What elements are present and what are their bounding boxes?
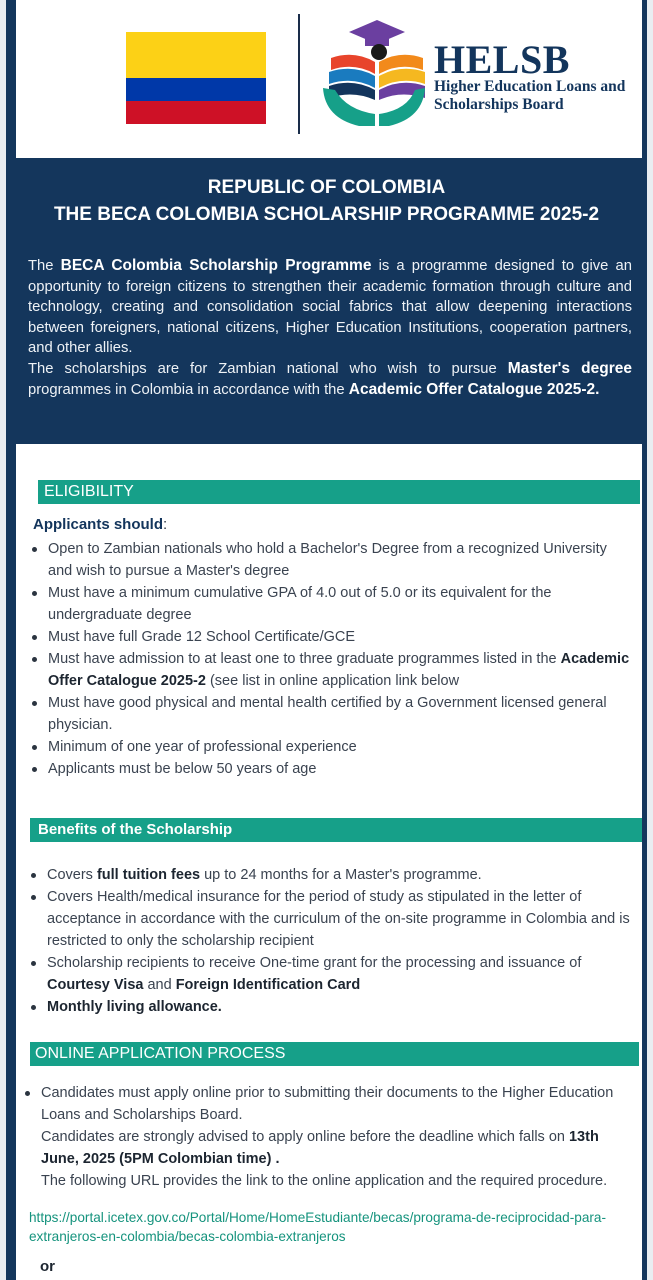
list-item-bold: Academic Offer Catalogue 2025-2	[48, 651, 630, 689]
benefit-1-c: up to 24 months for a Master's programme.	[200, 867, 482, 883]
list-item-tail: (see list in online application link below	[205, 673, 460, 689]
intro-p2-bold-degree: Master's degree	[507, 359, 632, 377]
logo-name: HELSB	[434, 37, 570, 82]
intro-p1-c: is a programme designed to give an opportunity to foreign citizens to strengthen their academic formation through culture and technology, creating and consolidation social fabrics that allow deepening interactions between foreigners, national citizens, Higher Education Institutions, cooperation partners, and other allies.	[28, 258, 632, 357]
intro-p2-a: The scholarships are for Zambian national who wish to pursue	[28, 360, 508, 377]
list-item: Applicants must be below 50 years of age	[48, 758, 634, 780]
list-item: Covers Health/medical insurance for the period of study as stipulated in the letter of acceptance in accordance with the curriculum of the on-site programme in Colombia and is restricted to only the scholarship recipient	[47, 886, 633, 952]
list-item	[47, 864, 633, 886]
benefit-3-card: Foreign Identification Card	[175, 977, 361, 993]
flag-yellow-stripe	[126, 32, 266, 78]
intro-p1-bold: BECA Colombia Scholarship Programme	[60, 257, 372, 274]
benefits-list	[47, 864, 633, 1018]
title-line-1: REPUBLIC OF COLOMBIA	[207, 177, 446, 198]
application-step-3: The following URL provides the link to the online application and the required procedure.	[41, 1173, 608, 1189]
document-page	[6, 0, 647, 1280]
benefits-heading: Benefits of the Scholarship	[30, 818, 642, 842]
flag-red-stripe	[126, 101, 266, 124]
application-step-1: Candidates must apply online prior to submitting their documents to the Higher Education Loans and Scholarships Board.	[41, 1085, 614, 1123]
eligibility-lead	[33, 516, 167, 533]
header-banner	[16, 0, 642, 158]
or-text: or	[40, 1258, 55, 1275]
content-panel	[16, 444, 642, 1280]
page-title	[16, 174, 637, 228]
benefit-3-c: and	[143, 977, 176, 993]
benefit-1-a: Covers	[47, 867, 97, 883]
eligibility-heading: ELIGIBILITY	[38, 480, 640, 504]
list-item: Open to Zambian nationals who hold a Bachelor's Degree from a recognized University and wish to pursue a Master's degree	[48, 538, 634, 582]
benefit-3-visa: Courtesy Visa	[47, 977, 144, 993]
intro-p1-a: The	[28, 258, 61, 274]
list-item: Must have full Grade 12 School Certificate/GCE	[48, 626, 634, 648]
application-url-link[interactable]: https://portal.icetex.gov.co/Portal/Home/HomeEstudiante/becas/programa-de-reciprocidad-para-extranjeros-en-colombia/becas-colombia-extranjeros	[29, 1210, 607, 1244]
eligibility-list	[48, 538, 634, 780]
list-item	[48, 648, 634, 692]
benefit-4-bold: Monthly living allowance.	[47, 999, 222, 1015]
title-line-2: THE BECA COLOMBIA SCHOLARSHIP PROGRAMME 2025-2	[53, 204, 600, 225]
benefit-1-bold: full tuition fees	[96, 867, 201, 883]
benefit-3-a: Scholarship recipients to receive One-time grant for the processing and issuance of	[47, 955, 582, 971]
flag-blue-stripe	[126, 78, 266, 101]
helsb-logo-icon	[319, 18, 429, 130]
list-item: Minimum of one year of professional experience	[48, 736, 634, 758]
list-item	[41, 1082, 637, 1192]
intro-text	[28, 256, 632, 400]
list-item-text: Must have admission to at least one to three graduate programmes listed in the	[48, 651, 561, 667]
intro-p2-c: programmes in Colombia in accordance with the	[28, 381, 349, 398]
list-item: Must have good physical and mental health certified by a Government licensed general physician.	[48, 692, 634, 736]
logo-tagline: Higher Education Loans and Scholarships Board	[434, 78, 626, 113]
list-item	[47, 952, 633, 996]
header-divider	[298, 14, 300, 134]
list-item	[47, 996, 633, 1018]
intro-p2-bold-catalogue: Academic Offer Catalogue 2025-2.	[348, 380, 600, 398]
eligibility-lead-bold: Applicants should	[33, 516, 164, 533]
application-heading: ONLINE APPLICATION PROCESS	[30, 1042, 639, 1066]
colombia-flag	[126, 32, 266, 124]
application-deadline: 13th June, 2025 (5PM Colombian time) .	[41, 1129, 599, 1167]
application-step-2-a: Candidates are strongly advised to apply online before the deadline which falls on	[41, 1129, 569, 1145]
application-list	[41, 1082, 637, 1192]
eligibility-lead-colon: :	[163, 516, 168, 533]
list-item: Must have a minimum cumulative GPA of 4.0 out of 5.0 or its equivalent for the undergraduate degree	[48, 582, 634, 626]
